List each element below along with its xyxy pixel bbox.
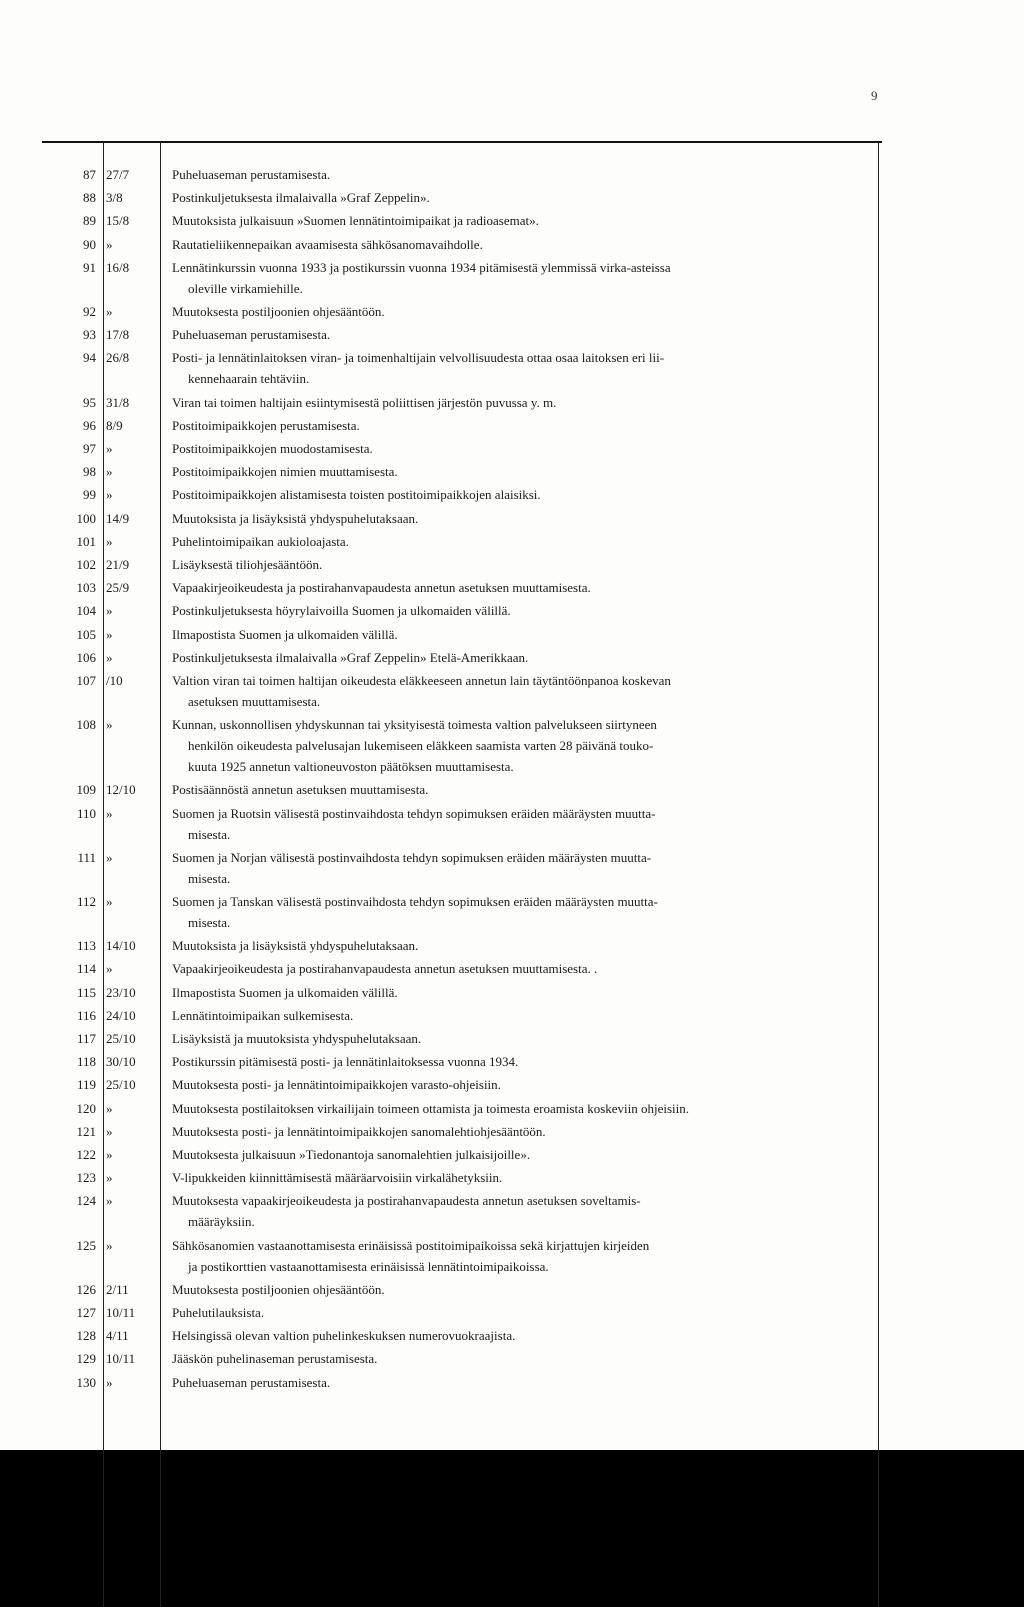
entry-text-continued: misesta. [188, 870, 231, 886]
entry-date: 25/10 [106, 1031, 136, 1046]
entry-number: 116 [76, 1007, 96, 1023]
entry-number: 88 [83, 190, 96, 206]
entry-date: » [106, 1147, 113, 1162]
column-rule-middle [160, 142, 161, 1607]
entry-number: 114 [76, 961, 96, 977]
entry-number: 126 [76, 1281, 96, 1297]
entry-number: 103 [76, 580, 96, 596]
entry-text: Postikurssin pitämisestä posti- ja lennätinlaitoksessa vuonna 1934. [172, 1054, 519, 1070]
entry-date: » [106, 961, 113, 977]
entry-number: 96 [83, 417, 96, 433]
entry-date: » [106, 626, 113, 642]
entry-text: Valtion viran tai toimen haltijan oikeudesta eläkkeeseen annetun lain täytäntöönpanoa koskevan [172, 673, 671, 688]
top-rule [42, 141, 882, 143]
entry-date: » [106, 441, 113, 456]
entry-date: » [106, 533, 113, 549]
entry-date: 25/10 [106, 1077, 136, 1093]
entry-date: 17/8 [106, 327, 130, 343]
entry-date: 15/8 [106, 213, 130, 229]
entry-date: » [106, 1193, 113, 1209]
entry-text: Viran tai toimen haltijain esiintymisestä poliittisen järjestön puvussa y. m. [172, 394, 557, 410]
entry-number: 94 [83, 350, 96, 366]
entry-date: 23/10 [106, 984, 136, 1000]
entry-text: Muutoksesta vapaakirjeoikeudesta ja postirahanvapaudesta annetun asetuksen soveltamis- [172, 1193, 641, 1209]
entry-number: 107 [76, 673, 96, 688]
entry-date: 24/10 [106, 1007, 136, 1023]
entry-number: 119 [76, 1077, 96, 1093]
entry-text: Vapaakirjeoikeudesta ja postirahanvapaudesta annetun asetuksen muuttamisesta. . [172, 961, 598, 977]
entry-text: Postitoimipaikkojen nimien muuttamisesta. [172, 464, 398, 480]
entry-text: Postitoimipaikkojen perustamisesta. [172, 417, 360, 433]
entry-date: 12/10 [106, 782, 136, 798]
entry-date: 4/11 [106, 1328, 129, 1344]
entry-text: Jääskön puhelinaseman perustamisesta. [172, 1351, 378, 1367]
entry-date: » [106, 464, 113, 480]
entry-number: 127 [76, 1305, 96, 1320]
entry-date: 10/11 [106, 1351, 136, 1367]
entry-text: Lisäyksestä tiliohjesääntöön. [172, 557, 323, 572]
entry-number: 95 [83, 394, 96, 410]
entry-text: Muutoksesta postiljoonien ohjesääntöön. [172, 1281, 385, 1297]
entry-text: Muutoksesta posti- ja lennätintoimipaikkojen sanomalehtiohjesääntöön. [172, 1123, 546, 1139]
entry-text: Muutoksesta julkaisuun »Tiedonantoja sanomalehtien julkaisijoille». [172, 1147, 531, 1162]
entry-text: Muutoksesta postilaitoksen virkailijain toimeen ottamista ja toimesta eroamista koskeviin ohjeisiin. [172, 1100, 690, 1116]
entry-text: V-lipukkeiden kiinnittämisestä määräarvoisiin virkalähetyksiin. [172, 1170, 503, 1186]
entry-number: 129 [76, 1351, 96, 1367]
entry-number: 122 [76, 1147, 96, 1162]
entry-date: 27/7 [106, 167, 130, 182]
entry-date: » [106, 649, 113, 665]
entry-number: 105 [76, 626, 96, 642]
entry-text-continued: ja postikorttien vastaanottamisesta erinäisissä lennätintoimipaikoissa. [188, 1258, 549, 1274]
entry-date: 14/9 [106, 510, 130, 526]
entry-text: Suomen ja Ruotsin välisestä postinvaihdosta tehdyn sopimuksen eräiden määräysten muutta- [172, 805, 656, 821]
entry-text: Sähkösanomien vastaanottamisesta erinäisissä postitoimipaikoissa sekä kirjattujen kirjeiden [172, 1237, 650, 1253]
entry-text: Lennätinkurssin vuonna 1933 ja postikurssin vuonna 1934 pitämisestä ylemmissä virka-asteissa [172, 259, 671, 275]
entry-text: Muutoksista ja lisäyksistä yhdyspuhelutaksaan. [172, 510, 419, 526]
entry-number: 120 [76, 1100, 96, 1116]
entry-date: » [106, 1100, 113, 1116]
entry-text: Ilmapostista Suomen ja ulkomaiden välillä. [172, 626, 398, 642]
entry-number: 104 [76, 603, 96, 619]
entry-number: 130 [76, 1374, 96, 1390]
entry-text: Puhelintoimipaikan aukioloajasta. [172, 533, 349, 549]
entry-number: 108 [76, 717, 96, 733]
entry-text: Ilmapostista Suomen ja ulkomaiden välillä. [172, 984, 398, 1000]
entry-text: Lennätintoimipaikan sulkemisesta. [172, 1007, 354, 1023]
entry-number: 117 [76, 1031, 96, 1046]
entry-date: 8/9 [106, 417, 123, 433]
entry-text-continued: henkilön oikeudesta palvelusajan lukemiseen eläkkeen saamista varten 28 päivänä touko- [188, 738, 654, 754]
entry-number: 121 [76, 1123, 96, 1139]
entry-text: Puhelutilauksista. [172, 1305, 265, 1320]
entry-number: 100 [76, 510, 96, 526]
entry-date: » [106, 894, 113, 909]
entry-date: » [106, 236, 113, 252]
entry-number: 89 [83, 213, 96, 229]
entry-number: 93 [83, 327, 96, 343]
entry-number: 109 [76, 782, 96, 798]
entry-text: Puheluaseman perustamisesta. [172, 167, 331, 182]
entry-text-continued: asetuksen muuttamisesta. [188, 694, 321, 709]
entry-text-continued: oleville virkamiehille. [188, 280, 303, 296]
entry-number: 106 [76, 649, 96, 665]
entry-date: 21/9 [106, 557, 130, 572]
entry-text: Puheluaseman perustamisesta. [172, 327, 331, 343]
entry-date: 16/8 [106, 259, 130, 275]
entry-date: » [106, 849, 113, 865]
entry-text: Postinkuljetuksesta ilmalaivalla »Graf Zeppelin». [172, 190, 430, 206]
entry-number: 90 [83, 236, 96, 252]
entry-text: Postitoimipaikkojen muodostamisesta. [172, 441, 373, 456]
entry-text: Postinkuljetuksesta höyrylaivoilla Suomen ja ulkomaiden välillä. [172, 603, 511, 619]
entry-text: Puheluaseman perustamisesta. [172, 1374, 331, 1390]
entry-text: Suomen ja Tanskan välisestä postinvaihdosta tehdyn sopimuksen eräiden määräysten muutta- [172, 894, 658, 909]
entry-text-continued: misesta. [188, 826, 231, 842]
entry-number: 113 [76, 938, 96, 954]
entry-text: Postitoimipaikkojen alistamisesta toisten postitoimipaikkojen alaisiksi. [172, 487, 541, 503]
entry-text: Lisäyksistä ja muutoksista yhdyspuhelutaksaan. [172, 1031, 422, 1046]
entry-number: 87 [83, 167, 96, 182]
entry-text-continued: määräyksiin. [188, 1214, 255, 1230]
entry-text: Posti- ja lennätinlaitoksen viran- ja toimenhaltijain velvollisuudesta ottaa osaa laitoksen eri lii- [172, 350, 665, 366]
entry-number: 111 [77, 849, 96, 865]
entry-date: » [106, 1123, 113, 1139]
entry-text: Muutoksesta postiljoonien ohjesääntöön. [172, 304, 385, 319]
entry-date: 25/9 [106, 580, 130, 596]
column-rule-left [103, 142, 104, 1607]
entry-date: 3/8 [106, 190, 123, 206]
entry-text: Kunnan, uskonnollisen yhdyskunnan tai yksityisestä toimesta valtion palvelukseen siirtyneen [172, 717, 657, 733]
entry-text-continued: kennehaarain tehtäviin. [188, 371, 310, 387]
entry-number: 98 [83, 464, 96, 480]
entry-text: Vapaakirjeoikeudesta ja postirahanvapaudesta annetun asetuksen muuttamisesta. [172, 580, 591, 596]
entry-number: 112 [76, 894, 96, 909]
column-rule-right [878, 142, 879, 1607]
entry-number: 123 [76, 1170, 96, 1186]
entry-date: » [106, 1374, 113, 1390]
entry-text: Postinkuljetuksesta ilmalaivalla »Graf Zeppelin» Etelä-Amerikkaan. [172, 649, 529, 665]
page-number: 9 [871, 88, 878, 103]
entry-number: 102 [76, 557, 96, 572]
entry-number: 99 [83, 487, 96, 503]
entry-date: 14/10 [106, 938, 136, 954]
entry-number: 125 [76, 1237, 96, 1253]
entry-number: 110 [76, 805, 96, 821]
entry-number: 124 [76, 1193, 96, 1209]
entry-text-continued: kuuta 1925 annetun valtioneuvoston päätöksen muuttamisesta. [188, 759, 514, 775]
entry-text: Muutoksista ja lisäyksistä yhdyspuhelutaksaan. [172, 938, 419, 954]
entry-date: 30/10 [106, 1054, 136, 1070]
entry-number: 115 [76, 984, 96, 1000]
entry-date: 10/11 [106, 1305, 136, 1320]
entry-text: Muutoksista julkaisuun »Suomen lennätintoimipaikat ja radioasemat». [172, 213, 539, 229]
entry-date: » [106, 603, 113, 619]
entry-number: 97 [83, 441, 96, 456]
entry-date: » [106, 304, 113, 319]
entry-number: 128 [76, 1328, 96, 1344]
entry-date: » [106, 1170, 113, 1186]
entry-number: 92 [83, 304, 96, 319]
entry-text-continued: misesta. [188, 915, 231, 930]
entry-date: /10 [106, 673, 123, 688]
entry-number: 118 [76, 1054, 96, 1070]
entry-date: » [106, 1237, 113, 1253]
entry-number: 101 [76, 533, 96, 549]
entry-date: 26/8 [106, 350, 130, 366]
entry-date: » [106, 805, 113, 821]
entry-text: Helsingissä olevan valtion puhelinkeskuksen numerovuokraajista. [172, 1328, 516, 1344]
entry-number: 91 [83, 259, 96, 275]
entry-date: 2/11 [106, 1281, 129, 1297]
entry-date: » [106, 487, 113, 503]
entry-text: Suomen ja Norjan välisestä postinvaihdosta tehdyn sopimuksen eräiden määräysten muutta- [172, 849, 652, 865]
entry-text: Muutoksesta posti- ja lennätintoimipaikkojen varasto-ohjeisiin. [172, 1077, 501, 1093]
entry-text: Postisäännöstä annetun asetuksen muuttamisesta. [172, 782, 429, 798]
entry-text: Rautatieliikennepaikan avaamisesta sähkösanomavaihdolle. [172, 236, 483, 252]
entry-date: 31/8 [106, 394, 130, 410]
entry-date: » [106, 717, 113, 733]
